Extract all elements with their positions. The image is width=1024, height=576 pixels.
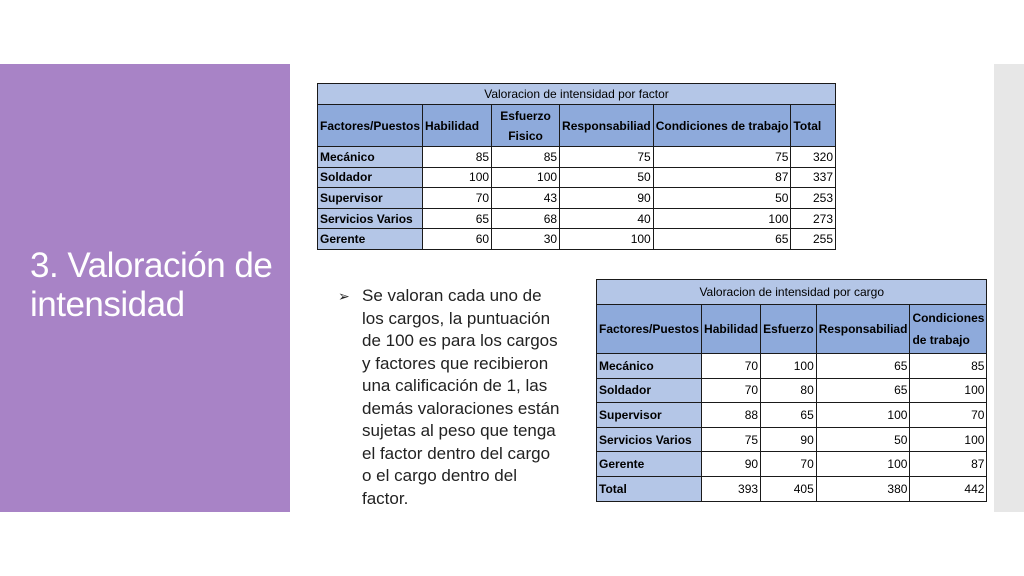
table-cell: 60 [423,229,492,250]
table-cell: 75 [653,147,791,168]
table-row [597,452,987,477]
column-header: Esfuerzo [761,305,817,354]
table-row [597,403,987,428]
table-cell: 442 [910,476,987,501]
table-cell: 255 [791,229,836,250]
table-cell: 85 [492,147,560,168]
table-cell: 87 [910,452,987,477]
table-cell: 50 [653,188,791,209]
table-caption: Valoracion de intensidad por factor [318,84,836,105]
table-cell: 75 [560,147,654,168]
right-edge-band [994,64,1024,512]
table-cell: 50 [560,167,654,188]
table-cell: 405 [761,476,817,501]
intensity-by-position-table [596,279,987,502]
column-header: Factores/Puestos [597,305,702,354]
table-cell: 100 [910,378,987,403]
table-cell: 30 [492,229,560,250]
table-cell: 65 [816,378,910,403]
bullet-text: Se valoran cada uno de los cargos, la puntuación de 100 es para los cargos y factores que recibieron una calificación de 1, las demás valoraciones están sujetas al peso que tenga el factor dentro del cargo o el cargo dentro del factor. [362,286,560,508]
table-cell: 65 [761,403,817,428]
table-cell: 380 [816,476,910,501]
table-cell: 85 [910,354,987,379]
bullet-point [338,285,560,510]
row-label: Soldador [318,167,423,188]
table-cell: 90 [560,188,654,209]
table-cell: 100 [816,452,910,477]
row-label: Supervisor [597,403,702,428]
table-cell: 75 [702,427,761,452]
column-header: Habilidad [702,305,761,354]
table-cell: 100 [910,427,987,452]
row-label: Total [597,476,702,501]
table-cell: 85 [423,147,492,168]
table-cell: 65 [423,208,492,229]
row-label: Mecánico [597,354,702,379]
table-row [597,378,987,403]
table-cell: 65 [816,354,910,379]
table-cell: 40 [560,208,654,229]
table-cell: 65 [653,229,791,250]
table-cell: 70 [761,452,817,477]
table-cell: 88 [702,403,761,428]
table-cell: 320 [791,147,836,168]
column-header: Responsabiliad [560,105,654,147]
table-cell: 87 [653,167,791,188]
row-label: Gerente [597,452,702,477]
table-cell: 70 [702,354,761,379]
table-cell: 68 [492,208,560,229]
table-row [318,147,836,168]
row-label: Servicios Varios [597,427,702,452]
column-header: Esfuerzo Fisico [492,105,560,147]
table-cell: 80 [761,378,817,403]
table-row [318,188,836,209]
row-label: Mecánico [318,147,423,168]
table-caption: Valoracion de intensidad por cargo [597,280,987,305]
column-header: Condiciones de trabajo [910,305,987,354]
table-cell: 50 [816,427,910,452]
column-header: Habilidad [423,105,492,147]
table-cell: 90 [702,452,761,477]
table-row [597,354,987,379]
table-cell: 253 [791,188,836,209]
row-label: Gerente [318,229,423,250]
table-cell: 100 [560,229,654,250]
table-cell: 70 [910,403,987,428]
table-cell: 100 [423,167,492,188]
table-cell: 100 [816,403,910,428]
table-cell: 337 [791,167,836,188]
slide-title: 3. Valoración de intensidad [30,246,273,324]
column-header: Responsabiliad [816,305,910,354]
table-row [318,167,836,188]
row-label: Servicios Varios [318,208,423,229]
column-header: Condiciones de trabajo [653,105,791,147]
arrow-bullet-icon: ➢ [338,288,350,304]
table-row [318,208,836,229]
table-cell: 100 [653,208,791,229]
table-cell: 43 [492,188,560,209]
table-cell: 70 [423,188,492,209]
row-label: Supervisor [318,188,423,209]
table-cell: 90 [761,427,817,452]
table-cell: 393 [702,476,761,501]
table-cell: 70 [702,378,761,403]
column-header: Factores/Puestos [318,105,423,147]
row-label: Soldador [597,378,702,403]
table-row [318,229,836,250]
table-row [597,427,987,452]
table-cell: 273 [791,208,836,229]
table-row-total [597,476,987,501]
table-cell: 100 [761,354,817,379]
table-cell: 100 [492,167,560,188]
intensity-by-factor-table [317,83,836,250]
column-header: Total [791,105,836,147]
